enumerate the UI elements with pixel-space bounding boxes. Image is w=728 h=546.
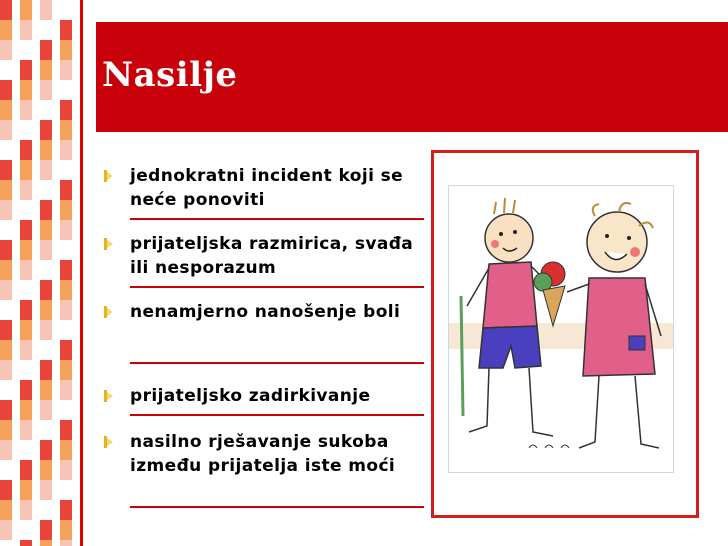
stripe-cell <box>0 400 12 420</box>
bullet-icon <box>104 436 113 448</box>
stripe-cell <box>60 280 72 300</box>
stripe-cell <box>0 440 12 460</box>
stripe-cell <box>20 260 32 280</box>
stripe-cell <box>40 320 52 340</box>
stripe-cell <box>20 400 32 420</box>
stripe-cell <box>60 0 72 20</box>
stripe-cell <box>40 120 52 140</box>
stripe-cell <box>60 340 72 360</box>
stripe-cell <box>40 500 52 520</box>
stripe-column <box>0 0 12 546</box>
divider-line <box>130 506 424 508</box>
stripe-cell <box>0 300 12 320</box>
stripe-cell <box>0 340 12 360</box>
stripe-cell <box>0 200 12 220</box>
stripe-cell <box>60 460 72 480</box>
stripe-cell <box>40 140 52 160</box>
stripe-cell <box>40 540 52 546</box>
divider-line <box>130 286 424 288</box>
stripe-cell <box>40 400 52 420</box>
stripe-cell <box>40 40 52 60</box>
stripe-cell <box>20 340 32 360</box>
bullet-icon <box>104 170 113 182</box>
divider-line <box>80 0 83 546</box>
stripe-cell <box>20 540 32 546</box>
stripe-cell <box>0 120 12 140</box>
stripe-cell <box>0 160 12 180</box>
stripe-cell <box>40 520 52 540</box>
stripe-cell <box>40 160 52 180</box>
stripe-cell <box>0 500 12 520</box>
bullet-text: jednokratni incident koji se neće ponoviti <box>130 166 404 210</box>
stripe-cell <box>60 400 72 420</box>
stripe-cell <box>60 520 72 540</box>
stripe-cell <box>0 40 12 60</box>
bullet-icon <box>104 306 113 318</box>
stripe-cell <box>20 180 32 200</box>
bullet-icon <box>104 390 113 402</box>
bullet-icon <box>104 238 113 250</box>
stripe-cell <box>20 300 32 320</box>
stripe-cell <box>60 420 72 440</box>
divider-line <box>130 414 424 416</box>
stripe-cell <box>20 360 32 380</box>
stripe-cell <box>60 40 72 60</box>
stripe-cell <box>60 300 72 320</box>
stripe-cell <box>20 40 32 60</box>
stripe-cell <box>20 520 32 540</box>
stripe-cell <box>60 500 72 520</box>
stripe-cell <box>40 460 52 480</box>
stripe-cell <box>0 520 12 540</box>
bullet-text: prijateljsko zadirkivanje <box>130 386 371 406</box>
stripe-cell <box>60 220 72 240</box>
divider-line <box>130 218 424 220</box>
stripe-cell <box>20 460 32 480</box>
stripe-cell <box>40 380 52 400</box>
stripe-cell <box>40 260 52 280</box>
stripe-cell <box>0 0 12 20</box>
stripe-cell <box>60 200 72 220</box>
stripe-cell <box>60 260 72 280</box>
stripe-cell <box>0 100 12 120</box>
stripe-cell <box>20 440 32 460</box>
stripe-cell <box>0 480 12 500</box>
stripe-cell <box>0 540 12 546</box>
stripe-cell <box>0 420 12 440</box>
stripe-cell <box>40 300 52 320</box>
bullet-text: nenamjerno nanošenje boli <box>130 302 401 322</box>
stripe-cell <box>0 60 12 80</box>
stripe-cell <box>20 80 32 100</box>
stripe-cell <box>40 60 52 80</box>
stripe-cell <box>60 320 72 340</box>
stripe-cell <box>40 100 52 120</box>
stripe-cell <box>20 0 32 20</box>
stripe-cell <box>40 280 52 300</box>
stripe-cell <box>60 480 72 500</box>
stripe-cell <box>20 20 32 40</box>
stripe-cell <box>40 240 52 260</box>
stripe-cell <box>60 80 72 100</box>
stripe-cell <box>20 220 32 240</box>
stripe-cell <box>0 280 12 300</box>
stripe-cell <box>40 440 52 460</box>
stripe-cell <box>60 360 72 380</box>
stripe-column <box>40 0 52 546</box>
stripe-cell <box>40 80 52 100</box>
stripe-cell <box>20 500 32 520</box>
decorative-stripes <box>0 0 80 546</box>
stripe-cell <box>0 380 12 400</box>
stripe-cell <box>40 200 52 220</box>
stripe-cell <box>0 260 12 280</box>
stripe-cell <box>20 320 32 340</box>
stripe-cell <box>0 140 12 160</box>
stripe-cell <box>20 280 32 300</box>
stripe-cell <box>20 160 32 180</box>
stripe-cell <box>40 480 52 500</box>
stripe-cell <box>20 380 32 400</box>
stripe-cell <box>60 440 72 460</box>
stripe-cell <box>20 480 32 500</box>
stripe-cell <box>0 20 12 40</box>
picture-frame <box>431 150 699 518</box>
stripe-cell <box>0 220 12 240</box>
stripe-cell <box>0 460 12 480</box>
stripe-cell <box>0 360 12 380</box>
divider-line <box>130 362 424 364</box>
stripe-cell <box>40 0 52 20</box>
stripe-cell <box>40 180 52 200</box>
bullet-text: prijateljska razmirica, svađa ili nesporazum <box>130 234 414 278</box>
stripe-cell <box>20 200 32 220</box>
stripe-cell <box>20 120 32 140</box>
stripe-cell <box>20 100 32 120</box>
stripe-cell <box>40 20 52 40</box>
stripe-cell <box>40 360 52 380</box>
stripe-cell <box>60 380 72 400</box>
stripe-cell <box>60 60 72 80</box>
stripe-cell <box>0 320 12 340</box>
stripe-cell <box>40 220 52 240</box>
stripe-column <box>20 0 32 546</box>
slide-title: Nasilje <box>102 55 238 95</box>
stripe-cell <box>0 180 12 200</box>
stripe-cell <box>60 20 72 40</box>
stripe-cell <box>60 240 72 260</box>
stripe-cell <box>0 240 12 260</box>
bullet-text: nasilno rješavanje sukoba između prijatelja iste moći <box>130 432 396 476</box>
stripe-cell <box>60 540 72 546</box>
stripe-cell <box>60 120 72 140</box>
stripe-cell <box>40 420 52 440</box>
stripe-cell <box>20 420 32 440</box>
stripe-cell <box>20 140 32 160</box>
children-drawing-image <box>448 185 674 473</box>
stripe-cell <box>60 100 72 120</box>
stripe-cell <box>0 80 12 100</box>
stripe-cell <box>60 160 72 180</box>
stripe-cell <box>60 140 72 160</box>
stripe-cell <box>60 180 72 200</box>
stripe-cell <box>20 240 32 260</box>
stripe-cell <box>40 340 52 360</box>
stripe-column <box>60 0 72 546</box>
stripe-cell <box>20 60 32 80</box>
